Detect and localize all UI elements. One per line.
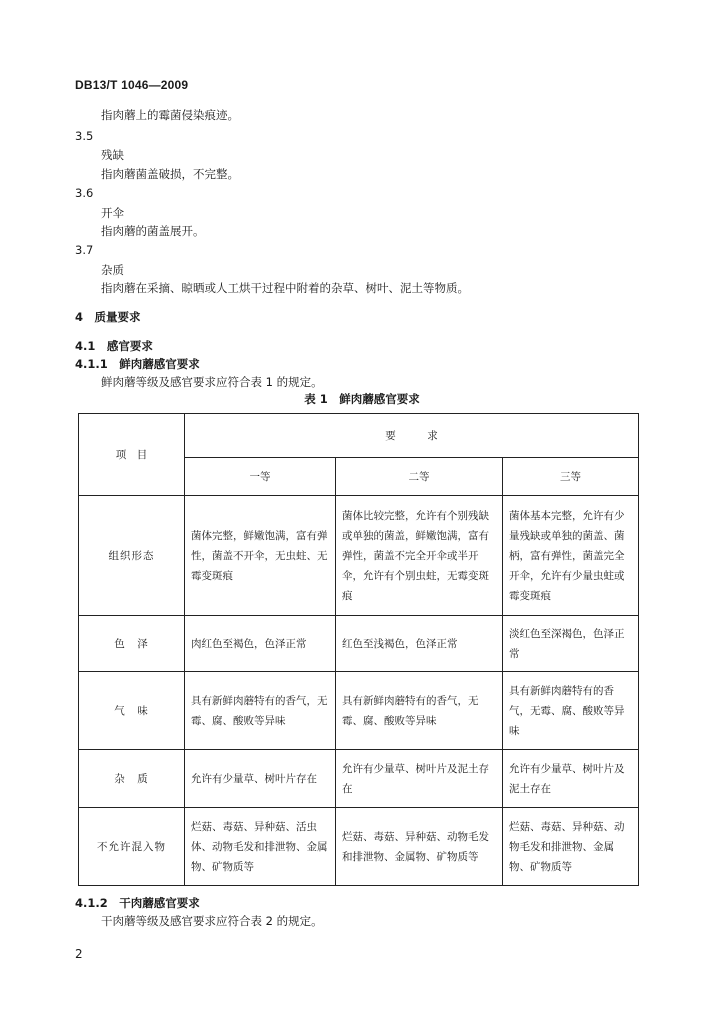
subsubsection-heading: 4.1.2 干肉蘑感官要求 [75,896,200,910]
table-cell: 肉红色至褐色，色泽正常 [185,616,336,672]
table-cell: 具有新鲜肉蘑特有的香气，无霉、腐、酸败等异味 [336,672,503,750]
table-cell: 烂菇、毒菇、异种菇、动物毛发和排泄物、金属物、矿物质等 [336,808,503,886]
table-cell: 菌体比较完整，允许有个别残缺或单独的菌盖，鲜嫩饱满，富有弹性，菌盖不完全开伞或半开伞，允许有个别虫蛀，无霉变斑痕 [336,496,503,616]
row-label: 气 味 [79,672,185,750]
paragraph-text: 干肉蘑等级及感官要求应符合表 2 的规定。 [101,914,323,928]
header-item: 项 目 [79,414,185,496]
grade-header: 一等 [185,458,336,496]
document-code: DB13/T 1046—2009 [75,78,189,92]
definition-text: 指肉蘑的菌盖展开。 [101,224,205,238]
clause-number: 3.5 [75,129,94,143]
clause-number: 3.6 [75,186,94,200]
section-heading: 4 质量要求 [75,310,141,324]
term: 开伞 [101,206,124,220]
table-cell: 具有新鲜肉蘑特有的香气，无霉、腐、酸败等异味 [185,672,336,750]
row-label: 杂 质 [79,750,185,808]
table-cell: 菌体完整，鲜嫩饱满，富有弹性，菌盖不开伞，无虫蛀、无霉变斑痕 [185,496,336,616]
row-label: 不允许混入物 [79,808,185,886]
paragraph-text: 鲜肉蘑等级及感官要求应符合表 1 的规定。 [101,375,323,389]
table-cell: 允许有少量草、树叶片及泥土存在 [336,750,503,808]
header-requirement: 要 求 [185,414,639,458]
table-title: 表 1 鲜肉蘑感官要求 [304,392,420,406]
term: 杂质 [101,263,124,277]
row-label: 组织形态 [79,496,185,616]
table-cell: 允许有少量草、树叶片及泥土存在 [503,750,639,808]
table-row [79,616,639,672]
table-cell: 烂菇、毒菇、异种菇、动物毛发和排泄物、金属物、矿物质等 [503,808,639,886]
table-row [79,672,639,750]
table-row [79,750,639,808]
table-cell: 允许有少量草、树叶片存在 [185,750,336,808]
requirements-table [78,413,639,886]
clause-number: 3.7 [75,243,94,257]
table-cell: 烂菇、毒菇、异种菇、活虫体、动物毛发和排泄物、金属物、矿物质等 [185,808,336,886]
definition-text: 指肉蘑菌盖破损，不完整。 [101,167,239,181]
term: 残缺 [101,148,124,162]
table-cell: 具有新鲜肉蘑特有的香气，无霉、腐、酸败等异味 [503,672,639,750]
definition-text: 指肉蘑上的霉菌侵染痕迹。 [101,108,239,122]
definition-text: 指肉蘑在采摘、晾晒或人工烘干过程中附着的杂草、树叶、泥土等物质。 [101,281,469,295]
table-row [79,808,639,886]
table-cell: 菌体基本完整，允许有少量残缺或单独的菌盖、菌柄，富有弹性，菌盖完全开伞，允许有少量虫蛀或霉变斑痕 [503,496,639,616]
table-cell: 淡红色至深褐色，色泽正常 [503,616,639,672]
page-number: 2 [75,947,83,961]
grade-header: 二等 [336,458,503,496]
subsection-heading: 4.1 感官要求 [75,339,153,353]
table-row [79,496,639,616]
row-label: 色 泽 [79,616,185,672]
grade-header: 三等 [503,458,639,496]
table-cell: 红色至浅褐色，色泽正常 [336,616,503,672]
subsubsection-heading: 4.1.1 鲜肉蘑感官要求 [75,357,200,371]
